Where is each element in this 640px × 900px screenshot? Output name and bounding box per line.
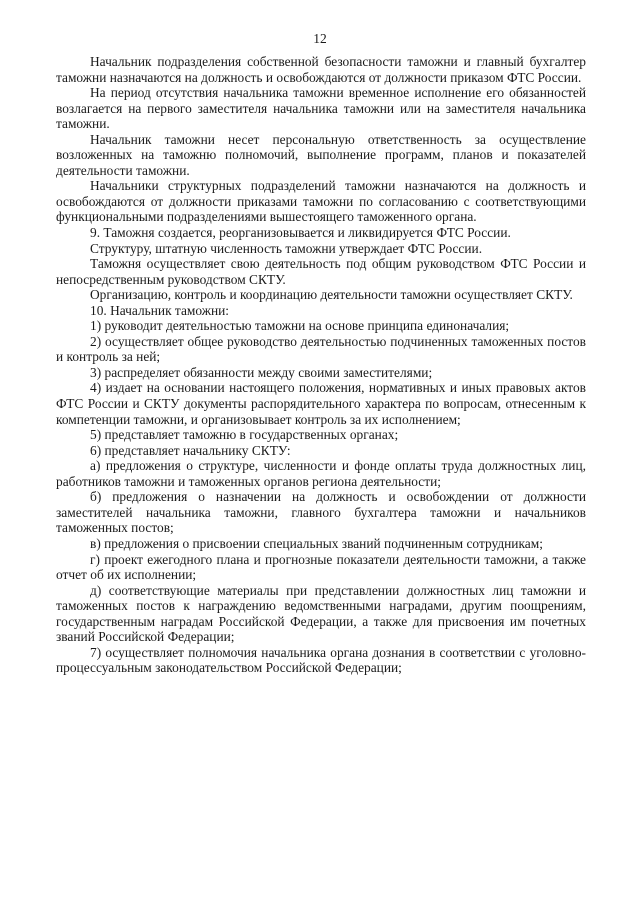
sub-item-b: б) предложения о назначении на должность и освобождении от должности заместителей начальника таможни, главного бухгалтера таможни и начальников таможенных постов; <box>56 489 586 536</box>
list-item-3: 3) распределяет обязанности между своими заместителями; <box>90 364 433 380</box>
list-item-6: 6) представляет начальнику СКТУ: <box>90 442 291 458</box>
sub-item-a: а) предложения о структуре, численности и фонде оплаты труда должностных лиц, работников таможни и таможенных органов региона деятельности; <box>56 458 586 489</box>
paragraph-item-10-heading: 10. Начальник таможни: <box>90 302 230 318</box>
list-item-5: 5) представляет таможню в государственных органах; <box>90 427 399 443</box>
sub-item-d: д) соответствующие материалы при представлении должностных лиц таможни и таможенных постов к награждению ведомственными наградами, другим поощрениям, государственным наградам Российской Федерации, а также для присвоения им почетных званий Российской Федерации; <box>56 582 586 645</box>
paragraph-structure: Структуру, штатную численность таможни утверждает ФТС России. <box>90 240 483 256</box>
list-item-1: 1) руководит деятельностью таможни на основе принципа единоначалия; <box>90 318 510 334</box>
sub-item-g: г) проект ежегодного плана и прогнозные показатели деятельности таможни, а также отчет об их исполнении; <box>56 551 586 583</box>
paragraph-division-heads: Начальники структурных подразделений таможни назначаются на должность и освобождаются от должности приказами таможни по согласованию с соответствующими функциональными подразделениями вышестоящего таможенного органа. <box>56 178 586 225</box>
paragraph-head-responsibility: Начальник таможни несет персональную ответственность за осуществление возложенных на таможню полномочий, выполнение программ, планов и показателей деятельности таможни. <box>56 131 586 178</box>
list-item-4: 4) издает на основании настоящего положения, нормативных и иных правовых актов ФТС России и СКТУ документы распорядительного характера по вопросам, отнесенным к компетенции таможни, и организовывает контроль за их исполнением; <box>56 380 586 427</box>
list-item-2: 2) осуществляет общее руководство деятельностью подчиненных таможенных постов и контроль за ней; <box>56 333 586 365</box>
paragraph-general-management: Таможня осуществляет свою деятельность под общим руководством ФТС России и непосредственным руководством СКТУ. <box>56 256 586 287</box>
document-body <box>56 54 586 676</box>
paragraph-coordination: Организацию, контроль и координацию деятельности таможни осуществляет СКТУ. <box>90 287 573 303</box>
paragraph-item-9: 9. Таможня создается, реорганизовывается и ликвидируется ФТС России. <box>90 225 511 241</box>
page-number: 12 <box>313 31 327 46</box>
sub-item-v: в) предложения о присвоении специальных званий подчиненным сотрудникам; <box>90 535 543 551</box>
paragraph-acting-head: На период отсутствия начальника таможни временное исполнение его обязанностей возлагается на первого заместителя начальника таможни или на заместителя начальника таможни. <box>56 85 586 132</box>
paragraph-security-head-appointment: Начальник подразделения собственной безопасности таможни и главный бухгалтер таможни назначаются на должность и освобождаются от должности приказом ФТС России. <box>56 54 586 85</box>
list-item-7: 7) осуществляет полномочия начальника органа дознания в соответствии с уголовно-процессуальным законодательством Российской Федерации; <box>56 644 586 676</box>
